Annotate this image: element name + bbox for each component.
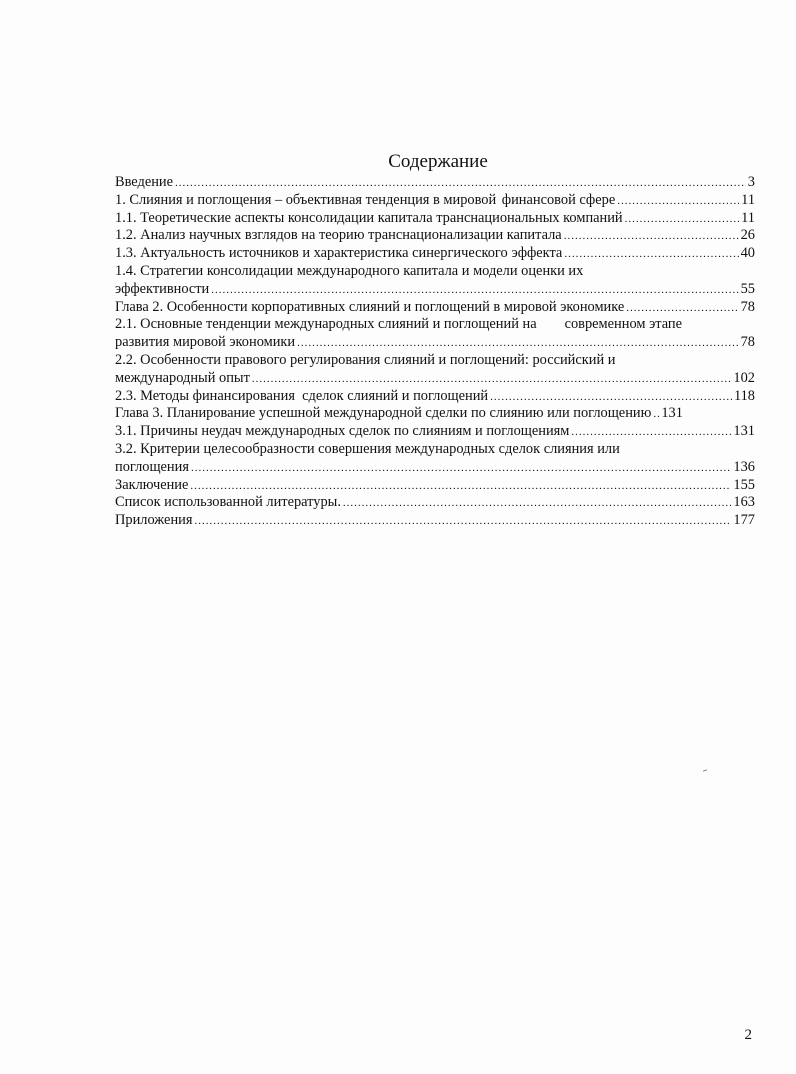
toc-entry-page: 11 [741,209,755,226]
toc-entry-first-line-b: современном этапе [564,316,683,333]
toc-entry-page: 3 [747,174,755,190]
toc-entry-first-line [115,316,755,334]
toc-entry-first-line: 1.4. Стратегии консолидации международного капитала и модели оценки их [115,262,584,279]
toc-entry-page: 118 [733,387,755,404]
toc-entry-page: 11 [741,191,756,208]
toc-leader-dots [617,193,739,211]
page-title: Содержание [388,151,488,172]
toc-leader-dots [653,406,659,424]
toc-entry-text: Введение [115,174,174,190]
toc-entry-first-line-a: 2.1. Основные тенденции международных слияний и поглощений на [115,316,537,333]
toc-entry-page: 163 [733,494,755,511]
page-number: 2 [744,1027,752,1043]
toc-leader-dots [564,228,739,246]
toc-entry-text: 1. Слияния и поглощения – объективная тенденция в мировой [115,191,497,208]
toc-entry-page: 78 [740,298,755,315]
toc-leader-dots [252,371,732,389]
toc-entry-text-cont: эффекта [511,245,563,262]
toc-entry [115,174,755,192]
toc-entry-page: 26 [740,227,755,244]
toc-entry [115,494,755,512]
toc-entry-page: 131 [661,405,683,422]
toc-entry [115,334,755,352]
table-of-contents [115,174,755,530]
toc-entry-text: 1.3. Актуальность источников и характеристика синергического [115,245,508,262]
toc-entry [115,192,755,210]
toc-entry [115,477,755,495]
toc-leader-dots [343,495,731,513]
toc-entry-text: 2.3. Методы финансирования сделок слияний и поглощений [115,387,489,404]
toc-entry [115,512,755,530]
toc-leader-dots [297,335,738,353]
toc-entry-page: 55 [740,280,755,297]
toc-entry [115,405,755,423]
toc-leader-dots [194,513,731,531]
toc-leader-dots [625,211,740,229]
toc-entry [115,459,755,477]
toc-entry-page: 78 [740,334,755,351]
toc-entry-text: 1.1. Теоретические аспекты консолидации капитала транснациональных компаний [115,209,623,226]
toc-entry-text: Заключение [115,476,189,493]
toc-leader-dots [191,460,731,478]
toc-entry-text-cont: финансовой сфере [501,191,616,208]
toc-entry-first-line: 2.2. Особенности правового регулирования слияний и поглощений: российский и [115,351,616,368]
toc-entry [115,245,755,263]
toc-entry-text: 3.1. Причины неудач международных сделок по слияниям и поглощениям [115,423,570,440]
toc-entry [115,227,755,245]
toc-entry [115,370,755,388]
toc-entry-page: 136 [733,458,755,475]
toc-leader-dots [571,424,731,442]
toc-entry-page: 40 [740,245,755,262]
toc-entry-text: Приложения [115,512,193,529]
toc-entry [115,210,755,228]
toc-entry-text: развития мировой экономики [115,334,296,351]
toc-leader-dots [175,175,746,193]
toc-leader-dots [190,478,731,496]
toc-entry-page: 131 [733,423,755,440]
toc-entry [115,388,755,406]
toc-leader-dots [626,300,738,318]
toc-entry [115,281,755,299]
toc-leader-dots [211,282,738,300]
toc-entry-text: Глава 2. Особенности корпоративных слияний и поглощений в мировой экономике [115,298,625,315]
toc-entry [115,423,755,441]
toc-entry-text: международный опыт [115,369,250,386]
toc-entry-text: 1.2. Анализ научных взглядов на теорию транснационализации капитала [115,227,562,244]
toc-entry [115,299,755,317]
toc-leader-dots [490,389,732,407]
toc-entry-text: поглощения [115,458,189,475]
toc-entry-first-line: 3.2. Критерии целесообразности совершения международных сделок слияния или [115,440,620,457]
toc-entry-text: эффективности [115,280,210,297]
scan-speck [703,769,707,771]
toc-entry-page: 102 [733,369,755,386]
toc-entry-text: Глава 3. Планирование успешной международной сделки по слиянию или поглощению [115,405,652,422]
toc-leader-dots [564,246,738,264]
toc-entry-page: 177 [733,512,755,529]
toc-entry-page: 155 [733,476,755,493]
toc-entry-text: Список использованной литературы. [115,494,341,511]
